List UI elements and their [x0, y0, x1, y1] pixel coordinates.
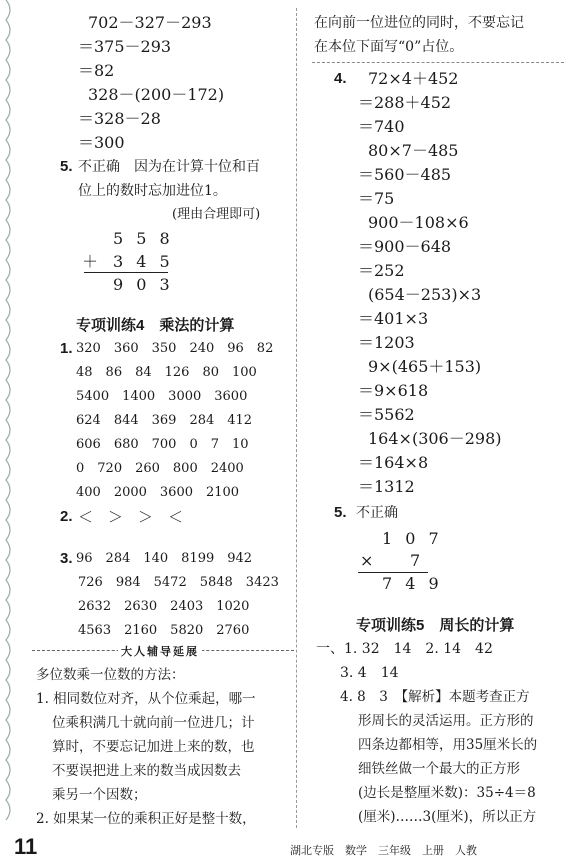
column-divider: [296, 8, 297, 828]
guide-line: 2. 如果某一位的乘积正好是整十数，: [36, 811, 256, 827]
calc-row: 1 0 7: [382, 529, 443, 548]
expr-line: (654－253)×3: [368, 285, 482, 304]
guide-line: 乘另一个因数；: [52, 787, 147, 803]
expr-line: 900－108×6: [368, 213, 469, 232]
page-number: 11: [14, 834, 38, 859]
answer-row: ＜ ＞ ＞ ＜: [78, 508, 184, 526]
expr-line: 328－(200－172): [88, 85, 225, 104]
question-number: 4.: [334, 70, 347, 87]
answer-row: 726 984 5472 5848 3423: [78, 575, 279, 590]
section-divider: [312, 62, 564, 63]
calc-operator: ×: [360, 551, 374, 570]
answer-row: 96 284 140 8199 942: [76, 551, 253, 566]
section-title: 专项训练5 周长的计算: [356, 617, 515, 634]
note-line: 在本位下面写“0”占位。: [314, 39, 464, 55]
expr-line: ＝401×3: [358, 309, 429, 328]
expr-line: ＝560－485: [358, 165, 452, 184]
guide-line: 1. 相同数位对齐，从个位乘起，哪一: [36, 691, 256, 707]
expr-line: 164×(306－298): [368, 429, 502, 448]
expr-line: 72×4＋452: [368, 69, 459, 88]
expr-line: ＝82: [78, 61, 115, 80]
question-number: 5.: [334, 504, 347, 521]
answer-text: 不正确: [356, 505, 398, 521]
expr-line: 80×7－485: [368, 141, 459, 160]
analysis-line: 4. 8 3 【解析】本题考查正方: [340, 689, 530, 705]
guide-line: 算时，不要忘记加进上来的数，也: [52, 739, 255, 755]
expr-line: ＝1312: [358, 477, 415, 496]
guide-line: 多位数乘一位数的方法：: [36, 667, 185, 683]
calc-result: 9 0 3: [113, 275, 174, 294]
section-title: 专项训练4 乘法的计算: [76, 317, 235, 334]
answer-text: 不正确 因为在计算十位和百: [78, 159, 260, 175]
question-number: 5.: [60, 158, 73, 175]
expr-line: ＝164×8: [358, 453, 429, 472]
question-number: 2.: [60, 508, 73, 525]
answer-row: 4563 2160 5820 2760: [78, 623, 250, 638]
expr-line: ＝9×618: [358, 381, 429, 400]
expr-line: ＝1203: [358, 333, 415, 352]
guide-line: 不要误把进上来的数当成因数去: [52, 763, 241, 779]
page-edge-decoration: [0, 0, 22, 860]
expr-line: ＝900－648: [358, 237, 452, 256]
answer-row: 48 86 84 126 80 100: [76, 365, 257, 380]
expr-line: ＝5562: [358, 405, 415, 424]
calc-row: 3 4 5: [113, 252, 174, 271]
question-number: 3.: [60, 550, 73, 567]
expr-line: ＝740: [358, 117, 405, 136]
calc-line: [84, 272, 168, 273]
analysis-line: 形周长的灵活运用。正方形的: [358, 713, 534, 729]
expr-line: ＝328－28: [78, 109, 161, 128]
answer-row: 624 844 369 284 412: [76, 413, 253, 428]
answer-row: 2632 2630 2403 1020: [78, 599, 250, 614]
question-number: 1.: [60, 340, 73, 357]
analysis-line: 细铁丝做一个最大的正方形: [358, 761, 520, 777]
analysis-line: 四条边都相等，用35厘米长的: [358, 737, 538, 753]
answer-row: 0 720 260 800 2400: [76, 461, 244, 476]
answer-row: 400 2000 3600 2100: [76, 485, 240, 500]
answer-row: 606 680 700 0 7 10: [76, 437, 249, 452]
expr-line: ＝288＋452: [358, 93, 452, 112]
expr-line: ＝300: [78, 133, 125, 152]
answer-row: 一、1. 32 14 2. 14 42: [316, 641, 493, 657]
note-line: 在向前一位进位的同时，不要忘记: [314, 15, 524, 31]
calc-operator: ＋: [82, 252, 99, 271]
answer-row: 3. 4 14: [340, 665, 399, 681]
answer-text: 位上的数时忘加进位1。: [78, 183, 227, 199]
calc-line: [358, 572, 428, 573]
expr-line: 702－327－293: [88, 13, 212, 32]
analysis-line: (厘米)……3(厘米)，所以正方: [358, 809, 537, 825]
answer-row: 320 360 350 240 96 82: [76, 341, 274, 356]
expr-line: ＝252: [358, 261, 405, 280]
answer-row: 5400 1400 3000 3600: [76, 389, 248, 404]
expr-line: ＝375－293: [78, 37, 172, 56]
analysis-line: (边长是整厘米数)：35÷4＝8: [358, 785, 536, 801]
guide-tag: 大人辅导延展: [118, 643, 202, 659]
calc-row: 5 5 8: [113, 229, 174, 248]
calc-row: 7: [410, 551, 421, 570]
calc-result: 7 4 9: [382, 574, 443, 593]
expr-line: ＝75: [358, 189, 395, 208]
footer-text: 湖北专版 数学 三年级 上册 人教: [290, 844, 477, 857]
guide-line: 位乘积满几十就向前一位进几；计: [52, 715, 255, 731]
answer-note: (理由合理即可): [172, 207, 261, 222]
expr-line: 9×(465＋153): [368, 357, 482, 376]
